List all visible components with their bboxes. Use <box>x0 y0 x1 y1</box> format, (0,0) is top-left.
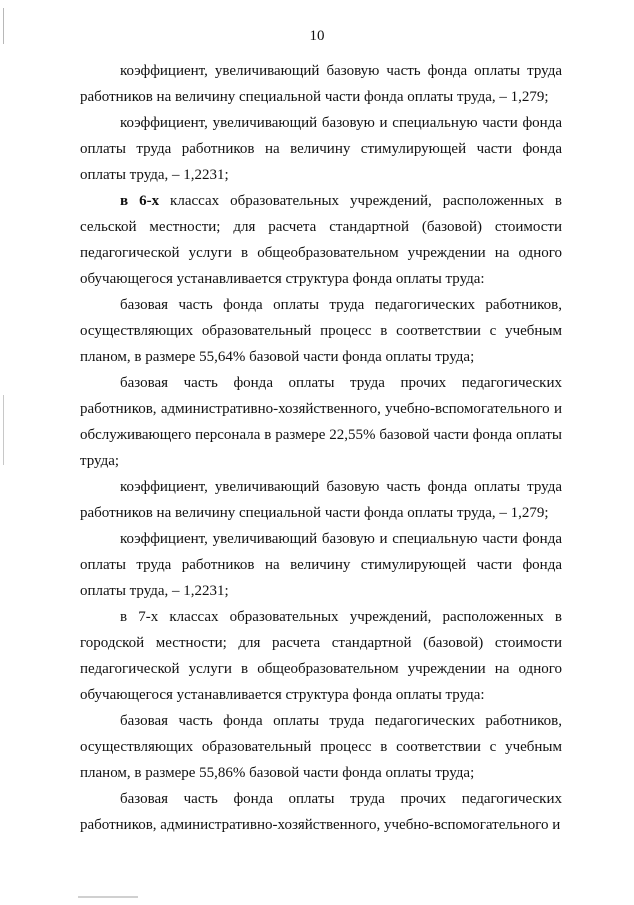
paragraph: коэффициент, увеличивающий базовую часть фонда оплаты труда работников на величину специальной части фонда оплаты труда, – 1,279; <box>80 63 562 105</box>
paragraph: коэффициент, увеличивающий базовую часть фонда оплаты труда работников на величину специальной части фонда оплаты труда, – 1,279; <box>80 479 562 521</box>
page-number: 10 <box>309 28 325 44</box>
paragraph: базовая часть фонда оплаты труда педагогических работников, осуществляющих образовательный процесс в соответствии с учебным планом, в размере 55,86% базовой части фонда оплаты труда; <box>80 713 562 781</box>
document-body <box>80 58 562 838</box>
scan-edge-mark <box>3 395 4 465</box>
paragraph: в 6-х классах образовательных учреждений, расположенных в сельской местности; для расчета стандартной (базовой) стоимости педагогической услуги в общеобразовательном учреждении на одного обучающегося устанавливается структура фонда оплаты труда: <box>80 193 562 287</box>
paragraph: коэффициент, увеличивающий базовую и специальную части фонда оплаты труда работников на величину стимулирующей части фонда оплаты труда, – 1,2231; <box>80 531 562 599</box>
paragraph: базовая часть фонда оплаты труда прочих педагогических работников, административно-хозяйственного, учебно-вспомогательного и <box>80 791 562 833</box>
paragraph: в 7-х классах образовательных учреждений, расположенных в городской местности; для расчета стандартной (базовой) стоимости педагогической услуги в общеобразовательном учреждении на одного обучающегося устанавливается структура фонда оплаты труда: <box>80 609 562 703</box>
paragraph: базовая часть фонда оплаты труда педагогических работников, осуществляющих образовательный процесс в соответствии с учебным планом, в размере 55,64% базовой части фонда оплаты труда; <box>80 297 562 365</box>
paragraph: базовая часть фонда оплаты труда прочих педагогических работников, административно-хозяйственного, учебно-вспомогательного и обслуживающего персонала в размере 22,55% базовой части фонда оплаты труда; <box>80 375 562 469</box>
paragraph: коэффициент, увеличивающий базовую и специальную части фонда оплаты труда работников на величину стимулирующей части фонда оплаты труда, – 1,2231; <box>80 115 562 183</box>
scan-artifact <box>78 896 138 898</box>
